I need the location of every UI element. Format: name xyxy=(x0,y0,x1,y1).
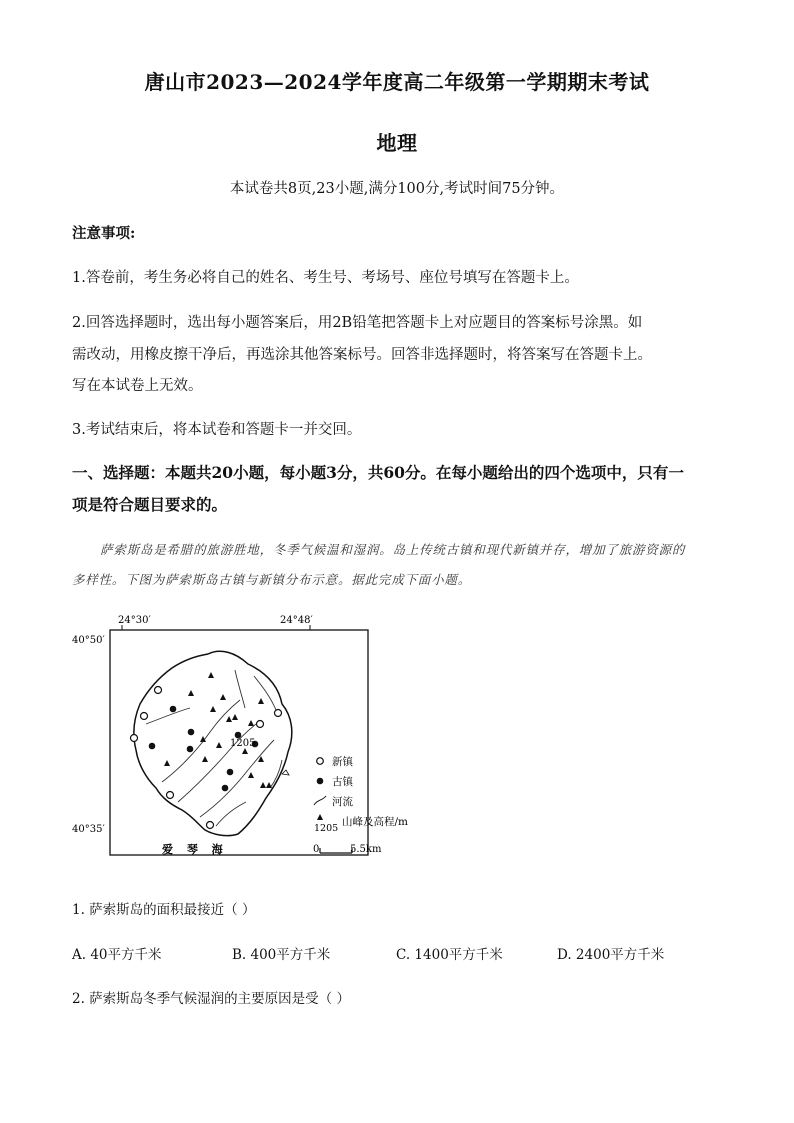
river-6 xyxy=(254,676,276,710)
new-town xyxy=(207,822,214,829)
lat-top-label: 40°50′ xyxy=(72,635,105,646)
river-4 xyxy=(146,708,190,724)
peak-icon xyxy=(164,760,170,766)
peaks xyxy=(164,672,272,788)
section-1-heading-line-2: 项是符合题目要求的。 xyxy=(72,495,228,514)
peak-icon xyxy=(216,742,222,748)
section-1-heading-line-1: 一、选择题：本题共20小题，每小题3分，共60分。在每小题给出的四个选项中，只有一 xyxy=(72,463,684,482)
sea-label: 爱 琴 海 xyxy=(162,843,228,856)
question-1-option-a[interactable]: A. 40平方千米 xyxy=(72,947,162,963)
subject-title: 地理 xyxy=(376,131,418,155)
lat-bottom-label: 40°35′ xyxy=(72,824,105,835)
peak-icon xyxy=(188,690,194,696)
new-town xyxy=(141,713,148,720)
legend-river-icon xyxy=(314,796,326,805)
peak-icon xyxy=(202,756,208,762)
exam-title: 唐山市2023—2024学年度高二年级第一学期期末考试 xyxy=(144,70,650,94)
islet-mark xyxy=(282,770,289,775)
old-town xyxy=(187,746,194,753)
lon-right-label: 24°48′ xyxy=(280,615,313,626)
legend-river-label: 河流 xyxy=(332,796,353,808)
notice-item-1: 1.答卷前，考生务必将自己的姓名、考生号、考场号、座位号填写在答题卡上。 xyxy=(72,270,579,286)
old-town xyxy=(222,785,229,792)
passage-line-2: 多样性。下图为萨索斯岛古镇与新镇分布示意。据此完成下面小题。 xyxy=(72,572,472,587)
scale-value-label: 5.5km xyxy=(350,844,382,855)
peak-icon xyxy=(266,782,272,788)
exam-info: 本试卷共8页,23小题,满分100分,考试时间75分钟。 xyxy=(229,181,565,197)
peak-icon xyxy=(260,782,266,788)
peak-icon-highest xyxy=(226,716,232,722)
peak-icon xyxy=(248,720,254,726)
notice-item-2-line-2: 需改动，用橡皮擦干净后，再选涂其他答案标号。回答非选择题时，将答案写在答题卡上。 xyxy=(72,347,652,363)
new-town xyxy=(131,735,138,742)
peak-icon xyxy=(208,672,214,678)
legend-old-town-icon xyxy=(317,778,324,785)
peak-icon xyxy=(258,698,264,704)
thasos-map xyxy=(70,612,408,862)
question-1-option-b[interactable]: B. 400平方千米 xyxy=(232,947,331,963)
old-town xyxy=(149,743,156,750)
scale-zero-label: 0 xyxy=(313,844,320,855)
new-town xyxy=(257,721,264,728)
notice-heading: 注意事项: xyxy=(72,225,136,242)
notice-item-2-line-3: 写在本试卷上无效。 xyxy=(72,378,203,394)
peak-elevation-label: 1205 xyxy=(230,738,256,749)
new-town xyxy=(155,687,162,694)
peak-icon xyxy=(210,706,216,712)
lon-left-label: 24°30′ xyxy=(118,615,151,626)
old-town xyxy=(227,769,234,776)
river-3 xyxy=(200,740,274,817)
question-1-option-c[interactable]: C. 1400平方千米 xyxy=(396,947,503,963)
peak-icon xyxy=(232,714,238,720)
question-2-stem: 2. 萨索斯岛冬季气候湿润的主要原因是受（ ） xyxy=(72,991,350,1007)
passage-line-1: 萨索斯岛是希腊的旅游胜地，冬季气候温和湿润。岛上传统古镇和现代新镇并存，增加了旅游资源的 xyxy=(100,542,686,557)
river-7 xyxy=(216,802,246,826)
legend-new-town-label: 新镇 xyxy=(332,756,353,768)
notice-item-3: 3.考试结束后，将本试卷和答题卡一并交回。 xyxy=(72,422,362,438)
legend-peak-value: 1205 xyxy=(314,823,339,834)
question-1-option-d[interactable]: D. 2400平方千米 xyxy=(557,947,665,963)
legend-peak-label: 山峰及高程/m xyxy=(342,816,408,828)
new-town xyxy=(167,792,174,799)
peak-icon xyxy=(220,694,226,700)
old-town xyxy=(188,729,195,736)
question-1-stem: 1. 萨索斯岛的面积最接近（ ） xyxy=(72,902,256,918)
island-coastline xyxy=(134,651,292,835)
legend-old-town-label: 古镇 xyxy=(332,776,353,788)
legend-new-town-icon xyxy=(317,758,324,765)
notice-item-2-line-1: 2.回答选择题时，选出每小题答案后，用2B铅笔把答题卡上对应题目的答案标号涂黑。如 xyxy=(72,315,643,331)
new-town xyxy=(275,710,282,717)
legend-peak-icon xyxy=(317,814,323,820)
old-town xyxy=(170,706,177,713)
river-2 xyxy=(178,724,256,802)
peak-icon xyxy=(248,772,254,778)
